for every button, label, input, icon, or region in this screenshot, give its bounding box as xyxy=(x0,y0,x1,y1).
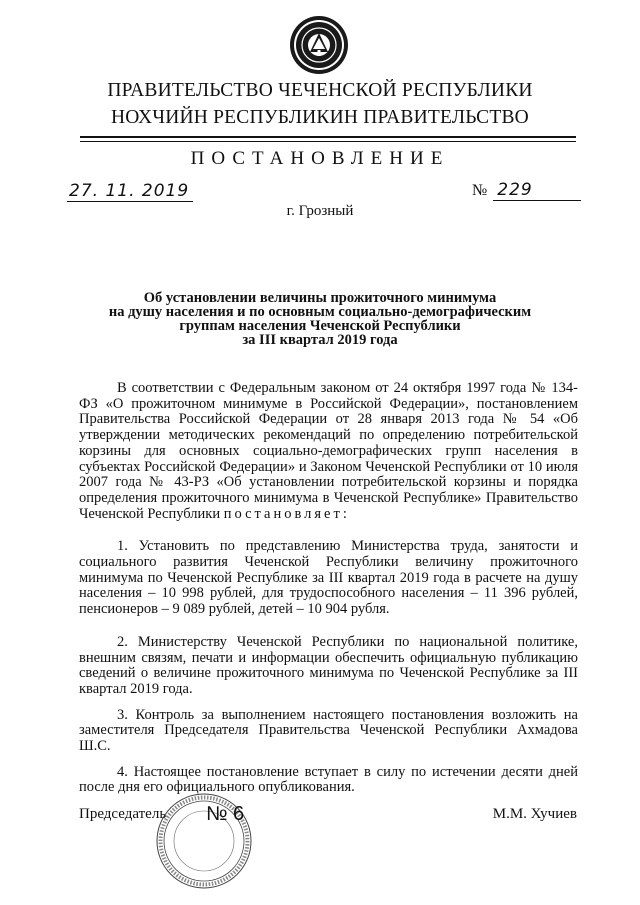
preamble-paragraph xyxy=(79,381,578,522)
clause-1: 1. Установить по представлению Министерства труда, занятости и социального развития Чеченской Республики величину прожиточного минимума по Чеченской Республике за III квартал 2019 года в расчете на душу населения – 10 998 рублей, для трудоспособного населения – 11 396 рублей, пенсионеров – 9 089 рублей, детей – 10 904 рубля. xyxy=(79,538,578,618)
preamble-text: В соответствии с Федеральным законом от 24 октября 1997 года № 134-ФЗ «О прожиточном минимуме в Российской Федерации», постановлением Правительства Российской Федерации от 28 января 2013 года № 54 «Об утверждении методических рекомендаций по определению потребительской корзины для основных социально-демографических групп населения в субъектах Российской Федерации» и Законом Чеченской Республики от 10 июля 2007 года № 43-РЗ «Об установлении потребительской корзины и порядка определения прожиточного минимума в Чеченской Республике» Правительство Чеченской Республики xyxy=(79,380,578,522)
header-divider-thick xyxy=(80,136,576,138)
document-date: 27. 11. 2019 xyxy=(67,181,193,202)
government-name-chechen: НОХЧИЙН РЕСПУБЛИКИН ПРАВИТЕЛЬСТВО xyxy=(111,107,529,128)
subject-line: Об установлении величины прожиточного минимума xyxy=(143,290,497,306)
subject-line: группам населения Чеченской Республики xyxy=(179,318,461,334)
stamp-number: № 6 xyxy=(206,803,245,825)
number-label: № xyxy=(472,182,488,199)
subject-line: за III квартал 2019 года xyxy=(242,332,398,348)
header-divider-thin xyxy=(80,141,576,142)
clause-2: 2. Министерству Чеченской Республики по национальной политике, внешним связям, печати и информации обеспечить официальную публикацию сведений о величине прожиточного минимума по Чеченской Республике за III квартал 2019 года. xyxy=(79,633,578,697)
government-name-russian: ПРАВИТЕЛЬСТВО ЧЕЧЕНСКОЙ РЕСПУБЛИКИ xyxy=(107,80,533,101)
document-body xyxy=(79,381,578,796)
subject-line: на душу населения и по основным социально-демографическим xyxy=(108,304,532,320)
clause-4: 4. Настоящее постановление вступает в силу по истечении десяти дней после дня его официального опубликования. xyxy=(79,763,578,796)
document-number: 229 xyxy=(493,180,581,201)
document-subject xyxy=(0,291,640,347)
document-type-title: ПОСТАНОВЛЕНИЕ xyxy=(190,148,450,169)
signatory-title: Председатель xyxy=(79,806,167,822)
decree-word: постановляет: xyxy=(223,505,350,522)
city-name: г. Грозный xyxy=(286,203,354,219)
document-number-field xyxy=(472,180,581,201)
coat-of-arms-emblem xyxy=(288,14,350,76)
signatory-name: М.М. Хучиев xyxy=(492,806,577,822)
clause-3: 3. Контроль за выполнением настоящего постановления возложить на заместителя Председателя Правительства Чеченской Республики Ахмадова Ш.С. xyxy=(79,706,578,755)
